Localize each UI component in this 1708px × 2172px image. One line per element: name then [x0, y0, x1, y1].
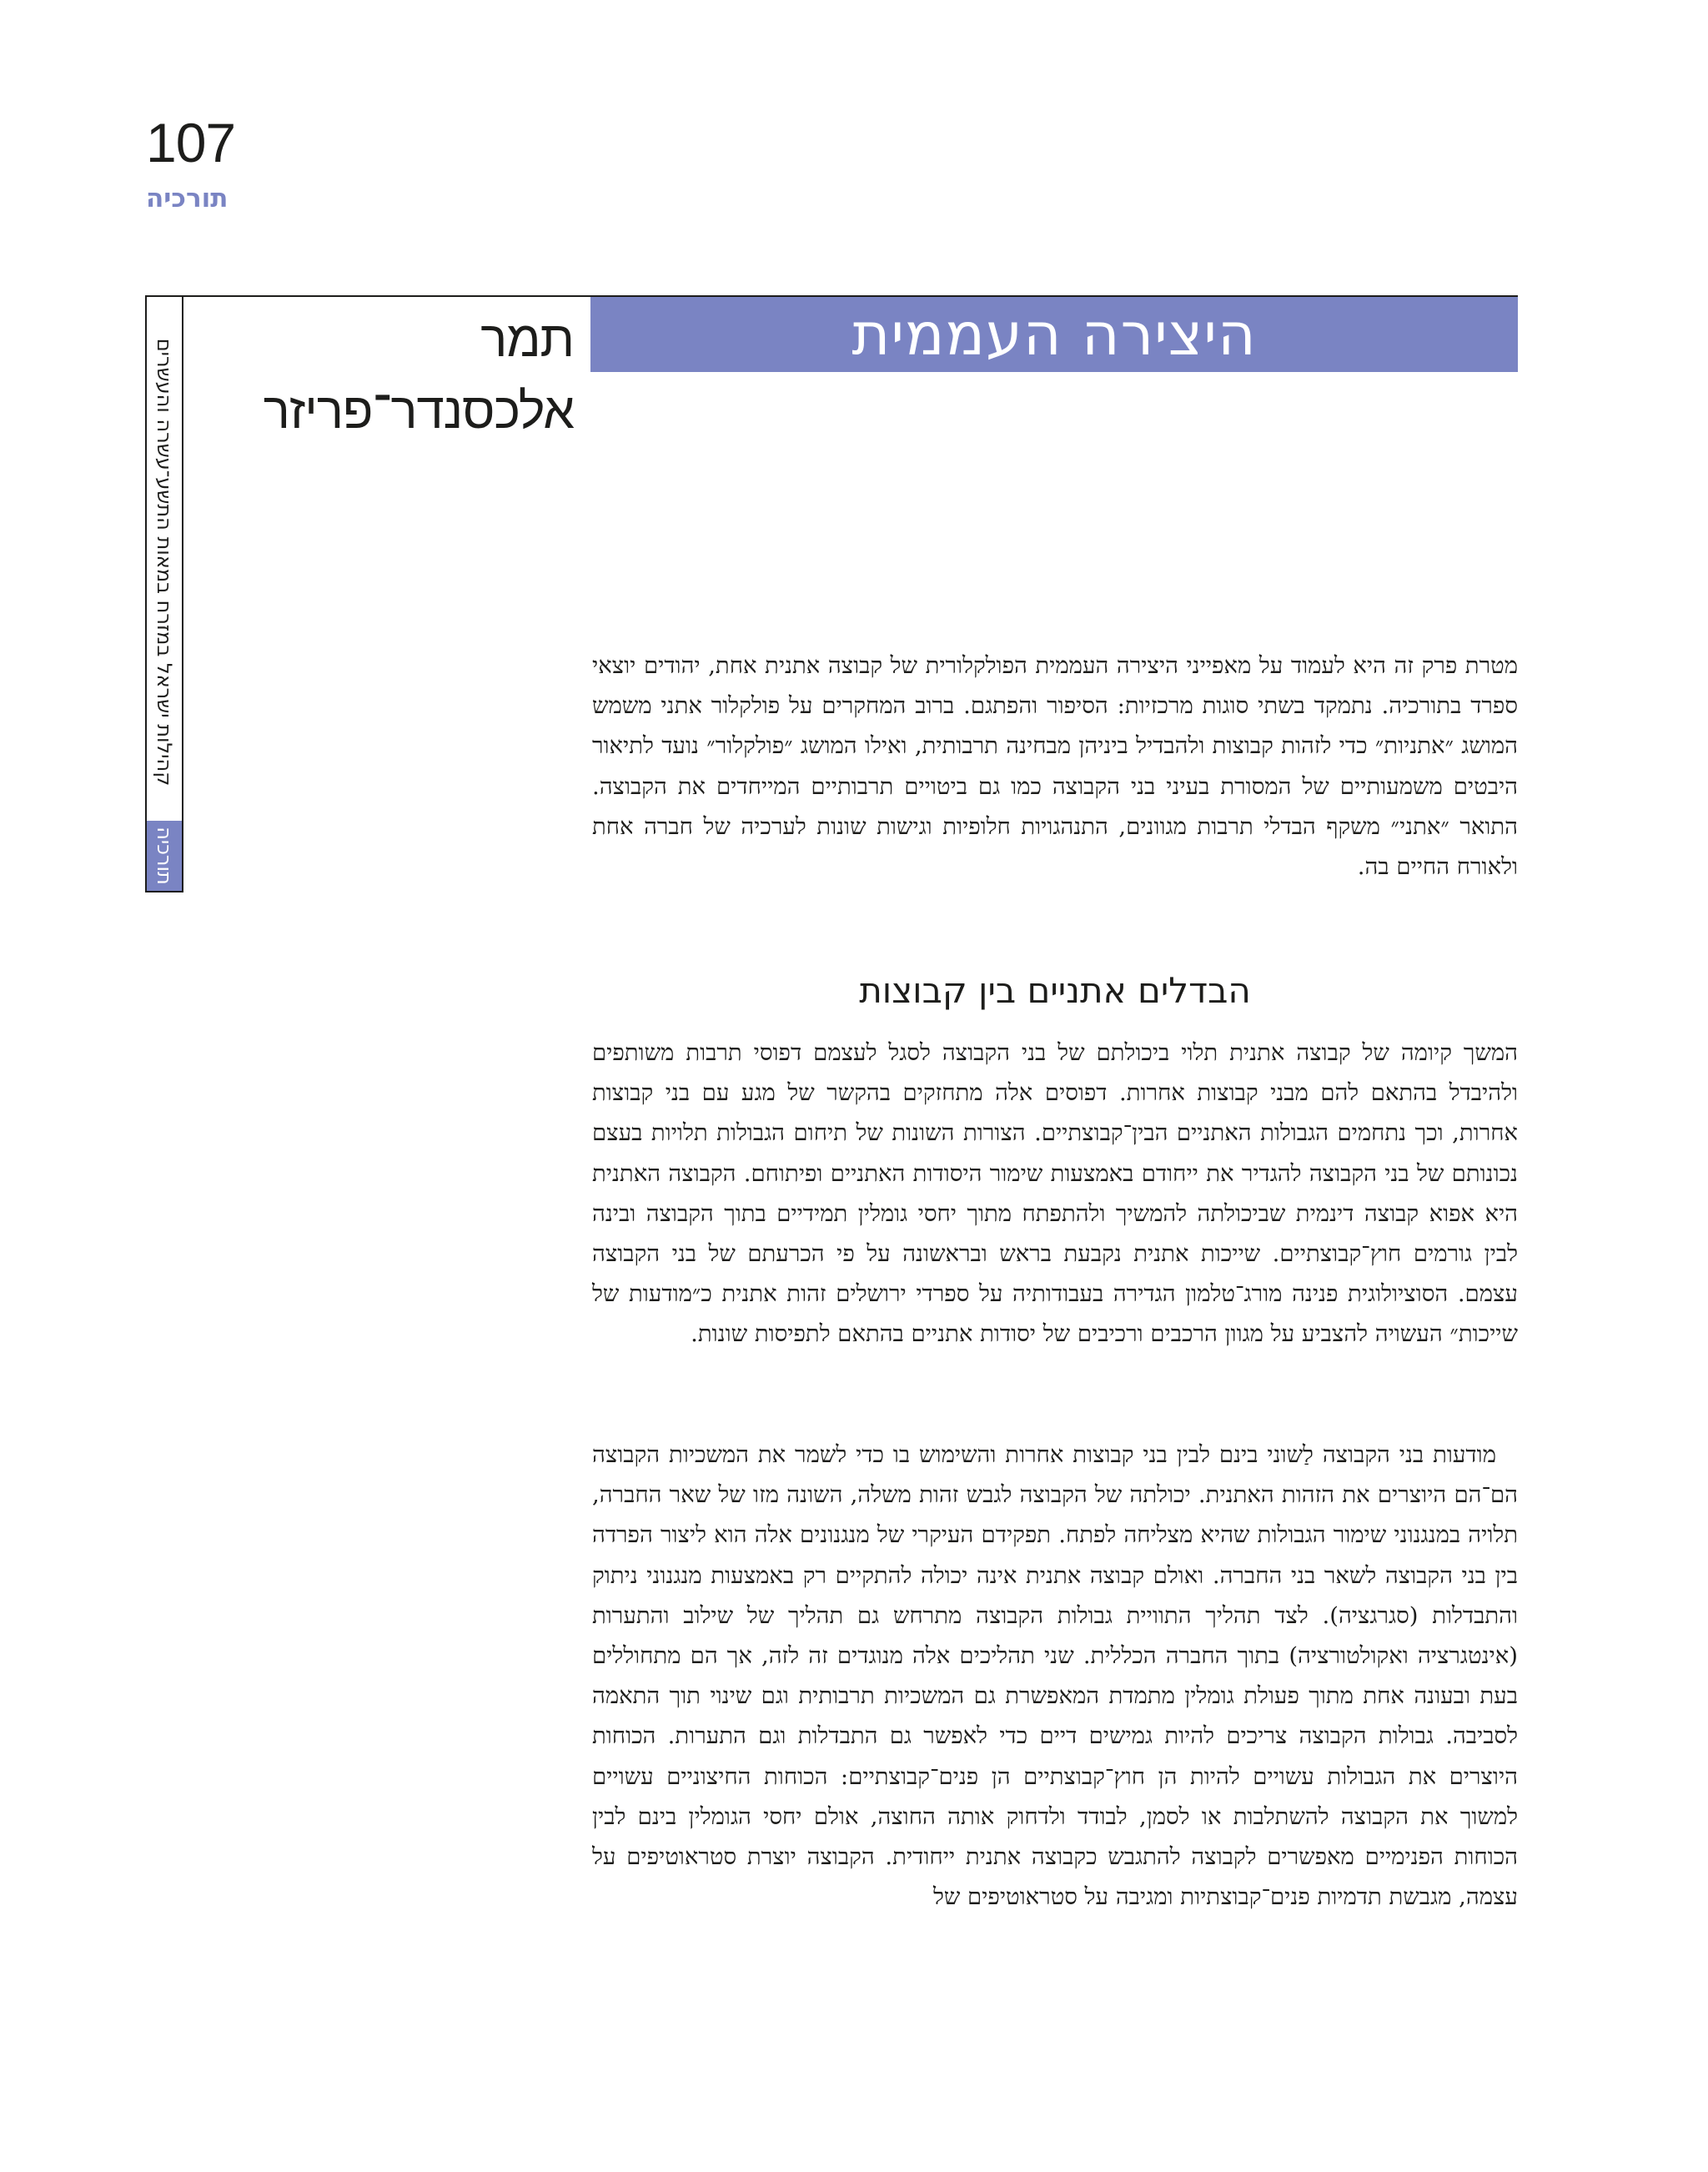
- chapter-title-band: [590, 297, 1518, 372]
- body-paragraph-1: [592, 1033, 1518, 1355]
- side-tab-country-text: תורכיה: [153, 827, 176, 885]
- running-head: תורכיה: [146, 184, 229, 214]
- chapter-title: היצירה העממית: [851, 300, 1257, 369]
- page-number: 107: [146, 112, 236, 173]
- intro-paragraph: [592, 646, 1518, 887]
- body-paragraph-2-text: מודעות בני הקבוצה לַשוני בינם לבין בני קבוצות אחרות והשימוש בו כדי לשמר את המשכיות הקבוצה הם־הם היוצרים את הזהות האתנית. יכולתה של הקבוצה לגבש זהות משלה, השונה מזו של שאר החברה, תלויה במנגנוני שימור הגבולות שהיא מצליחה לפתח. תפקידם העיקרי של מנגנונים אלה הוא ליצור הפרדה בין בני הקבוצה לשאר בני החברה. ואולם קבוצה אתנית אינה יכולה להתקיים רק באמצעות מנגנוני ניתוק והתבדלות (סגרגציה). לצד תהליך התוויית גבולות הקבוצה מתרחש גם תהליך של שילוב והתערות (אינטגרציה ואקולטורציה) בתוך החברה הכללית. שני תהליכים אלה מנוגדים זה לזה, אך הם מתחוללים בעת ובעונה אחת מתוך פעולת גומלין מתמדת המאפשרת גם המשכיות תרבותית וגם שינוי תוך התאמה לסביבה. גבולות הקבוצה צריכים להיות גמישים דיים כדי לאפשר גם התבדלות וגם התערות. הכוחות היוצרים את הגבולות עשויים להיות הן חוץ־קבוצתיים הן פנים־קבוצתיים: הכוחות החיצוניים עשויים למשוך את הקבוצה להשתלבות או לסמן, לבודד ולדחוק אותה החוצה, אולם יחסי הגומלין בינם לבין הכוחות הפנימיים מאפשרים לקבוצה להתגבש כקבוצה אתנית ייחודית. הקבוצה יוצרת סטראוטיפים על עצמה, מגבשת תדמיות פנים־קבוצתיות ומגיבה על סטראוטיפים של: [592, 1441, 1518, 1911]
- side-tab: [145, 295, 183, 892]
- author-name: תמר אלכסנדר־פריזר: [263, 310, 574, 440]
- side-tab-country-label: [147, 821, 182, 891]
- body-paragraph-1-text: המשך קיומה של קבוצה אתנית תלוי ביכולתם של בני הקבוצה לסגל לעצמם דפוסי תרבות משותפים ולהיבדל בהתאם להם מבני קבוצות אחרות. דפוסים אלה מתחזקים בהקשר של מגע עם בני קבוצות אחרות, וכך נתחמים הגבולות האתניים הבין־קבוצתיים. הצורות השונות של תיחום הגבולות תלויות בעצם נכונותם של בני הקבוצה להגדיר את ייחודם באמצעות שימור היסודות האתניים ופיתוחם. הקבוצה האתנית היא אפוא קבוצה דינמית שביכולתה להמשיך ולהתפתח מתוך יחסי גומלין תמידיים בתוך הקבוצה ובינה לבין גורמים חוץ־קבוצתיים. שייכות אתנית נקבעת בראש ובראשונה על פי הכרעתם של בני הקבוצה עצמם. הסוציולוגית פנינה מורג־טלמון הגדירה בעבודותיה על ספרדי ירושלים זהות אתנית כ״מודעות של שייכות״ העשויה להצביע על מגוון הרכבים ורכיבים של יסודות אתניים בהתאם לתפיסות שונות.: [592, 1039, 1518, 1348]
- intro-text: מטרת פרק זה היא לעמוד על מאפייני היצירה העממית הפולקלורית של קבוצה אתנית אחת, יהודים יוצאי ספרד בתורכיה. נתמקד בשתי סוגות מרכזיות: הסיפור והפתגם. ברוב המחקרים על פולקלור אתני משמש המושג ״אתניות״ כדי לזהות קבוצות ולהבדיל ביניהן מבחינה תרבותית, ואילו המושג ״פולקלור״ נועד לתיאור היבטים משמעותיים של המסורת בעיני בני הקבוצה כמו גם ביטויים תרבותיים המייחדים את הקבוצה. התואר ״אתני״ משקף הבדלי תרבות מגוונים, התנהגויות חלופיות וגישות שונות לערכיה של חברה אחת ולאורח החיים בה.: [592, 652, 1518, 881]
- section-heading: הבדלים אתניים בין קבוצות: [859, 970, 1251, 1011]
- body-paragraph-2: [592, 1435, 1518, 2019]
- side-tab-series-title: קהילות ישראל במזרח במאות התשע־עשרה והעשרים: [153, 338, 176, 787]
